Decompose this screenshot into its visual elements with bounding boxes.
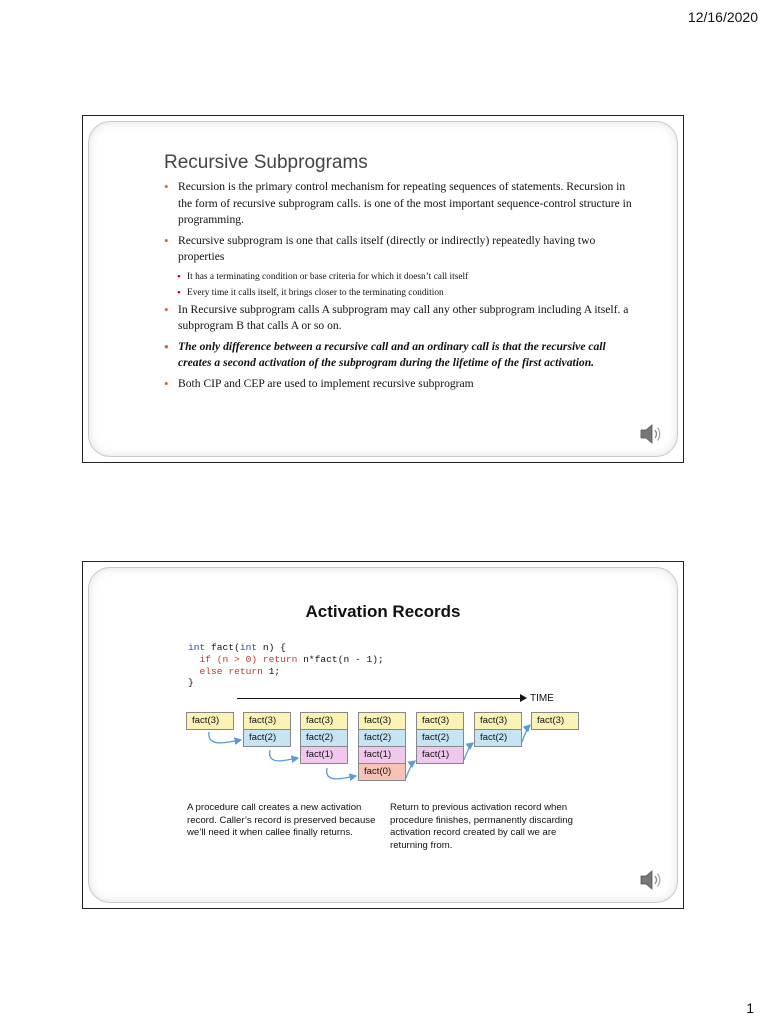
bullet-item: • Recursive subprogram is one that calls itself (directly or indirectly) repeatedly having two properties bbox=[164, 233, 634, 266]
activation-stack bbox=[358, 713, 406, 781]
call-arrow bbox=[270, 750, 298, 761]
caption-return: Return to previous activation record when procedure finishes, permanently discarding activation record created by call we are returning from. bbox=[390, 802, 573, 851]
slide-activation-records bbox=[82, 561, 684, 909]
code-text: } bbox=[188, 677, 194, 689]
return-arrow bbox=[522, 725, 530, 742]
code-keyword: return bbox=[262, 653, 298, 665]
activation-record: fact(2) bbox=[358, 729, 406, 747]
print-date: 12/16/2020 bbox=[687, 9, 758, 25]
time-arrowhead bbox=[520, 694, 527, 702]
code-text: 1; bbox=[262, 665, 281, 677]
return-arrow bbox=[406, 761, 415, 778]
code-text: n*fact(n - 1); bbox=[297, 653, 384, 665]
code-keyword: if (n > 0) bbox=[188, 653, 263, 665]
sub-bullet-item: • It has a terminating condition or base criteria for which it doesn’t call itself bbox=[177, 270, 634, 284]
activation-record: fact(3) bbox=[474, 712, 522, 730]
activation-record: fact(2) bbox=[416, 729, 464, 747]
activation-record: fact(1) bbox=[358, 746, 406, 764]
code-keyword: int bbox=[188, 642, 206, 653]
activation-stack bbox=[474, 713, 522, 747]
activation-stack bbox=[186, 713, 234, 730]
code-text: fact( bbox=[205, 642, 240, 653]
activation-record: fact(3) bbox=[300, 712, 348, 730]
activation-record: fact(3) bbox=[358, 712, 406, 730]
bullet-item: • In Recursive subprogram calls A subprogram may call any other subprogram including A itself. a subprogram B that calls A or so on. bbox=[164, 302, 634, 335]
activation-record: fact(3) bbox=[243, 712, 291, 730]
activation-record: fact(2) bbox=[243, 729, 291, 747]
page-number: 1 bbox=[746, 1000, 754, 1016]
bullet-item: • Both CIP and CEP are used to implement recursive subprogram bbox=[164, 376, 634, 393]
activation-record: fact(2) bbox=[300, 729, 348, 747]
code-keyword: int bbox=[239, 642, 258, 653]
activation-record: fact(3) bbox=[186, 712, 234, 730]
bullet-item-emphasis: • The only difference between a recursive call and an ordinary call is that the recursive call creates a second activation of the subprogram during the lifetime of the first activation. bbox=[164, 339, 634, 372]
sub-bullet-item: • Every time it calls itself, it brings closer to the terminating condition bbox=[177, 286, 634, 300]
activation-stack bbox=[531, 713, 579, 730]
activation-record: fact(0) bbox=[358, 763, 406, 781]
activation-record: fact(2) bbox=[474, 729, 522, 747]
call-arrow bbox=[327, 768, 356, 779]
slide-body bbox=[88, 121, 678, 457]
activation-record: fact(3) bbox=[416, 712, 464, 730]
time-axis bbox=[237, 698, 523, 699]
activation-stack bbox=[243, 713, 291, 747]
time-label: TIME bbox=[530, 693, 554, 704]
code-snippet bbox=[188, 642, 384, 689]
slide-title: Recursive Subprograms bbox=[164, 152, 368, 173]
activation-stack bbox=[416, 713, 464, 764]
activation-stack bbox=[300, 713, 348, 764]
bullet-item: • Recursion is the primary control mechanism for repeating sequences of statements. Recursion in the form of recursive subprogram calls. is one of the most important sequence-control structure in programming. bbox=[164, 179, 634, 229]
speaker-icon[interactable] bbox=[639, 868, 665, 892]
activation-record: fact(1) bbox=[416, 746, 464, 764]
call-arrow bbox=[209, 732, 241, 743]
code-keyword: return bbox=[228, 665, 263, 677]
caption-call: A procedure call creates a new activation record. Caller’s record is preserved because we’ll need it when callee finally returns. bbox=[187, 802, 376, 838]
code-keyword: else bbox=[188, 665, 223, 677]
activation-record: fact(3) bbox=[531, 712, 579, 730]
speaker-icon[interactable] bbox=[639, 422, 665, 446]
slide-title: Activation Records bbox=[305, 602, 461, 621]
bullet-list bbox=[164, 179, 634, 396]
return-arrow bbox=[464, 743, 473, 760]
slide-recursive-subprograms bbox=[82, 115, 684, 463]
slide-body bbox=[88, 567, 678, 903]
code-text: n) { bbox=[257, 642, 286, 653]
activation-record: fact(1) bbox=[300, 746, 348, 764]
